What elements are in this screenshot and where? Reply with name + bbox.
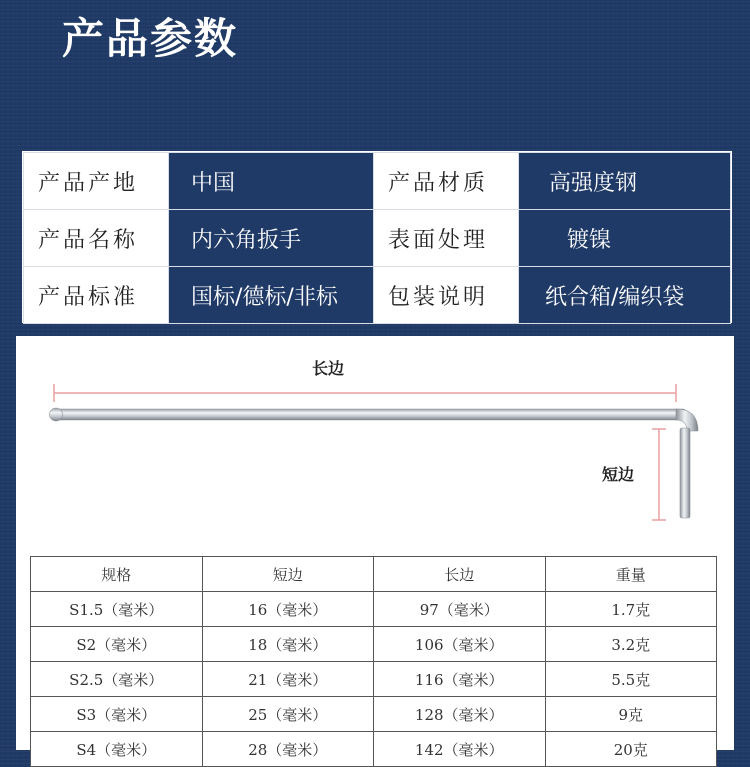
param-value: 内六角扳手	[169, 210, 374, 267]
params-row	[24, 210, 731, 267]
column-header: 长边	[374, 557, 546, 592]
hex-key-long-arm	[56, 409, 686, 420]
params-row	[24, 153, 731, 210]
table-cell: 28（毫米）	[202, 732, 374, 767]
table-cell: 3.2克	[545, 627, 717, 662]
param-value: 镀镍	[519, 210, 731, 267]
param-key: 表面处理	[374, 210, 519, 267]
table-cell: 128（毫米）	[374, 697, 546, 732]
hex-key-diagram	[16, 336, 734, 536]
table-cell: 142（毫米）	[374, 732, 546, 767]
table-cell: 9克	[545, 697, 717, 732]
table-cell: 106（毫米）	[374, 627, 546, 662]
table-cell: S2.5（毫米）	[31, 662, 203, 697]
table-cell: 25（毫米）	[202, 697, 374, 732]
table-row	[31, 627, 717, 662]
table-cell: S1.5（毫米）	[31, 592, 203, 627]
param-key: 产品材质	[374, 153, 519, 210]
table-cell: S2（毫米）	[31, 627, 203, 662]
param-value: 国标/德标/非标	[169, 267, 374, 324]
table-cell: 21（毫米）	[202, 662, 374, 697]
param-value: 中国	[169, 153, 374, 210]
long-side-label: 长边	[312, 359, 345, 378]
table-row	[31, 697, 717, 732]
spec-header-row	[31, 557, 717, 592]
table-row	[31, 592, 717, 627]
column-header: 短边	[202, 557, 374, 592]
page-title: 产品参数	[62, 14, 239, 63]
table-row	[31, 662, 717, 697]
table-cell: 97（毫米）	[374, 592, 546, 627]
table-cell: 1.7克	[545, 592, 717, 627]
table-cell: 20克	[545, 732, 717, 767]
param-key: 产品名称	[24, 210, 169, 267]
table-cell: 16（毫米）	[202, 592, 374, 627]
table-row	[31, 732, 717, 767]
table-cell: 116（毫米）	[374, 662, 546, 697]
param-value: 纸合箱/编织袋	[519, 267, 731, 324]
param-key: 产品产地	[24, 153, 169, 210]
table-cell: S4（毫米）	[31, 732, 203, 767]
column-header: 规格	[31, 557, 203, 592]
hex-key-ball-end	[50, 408, 63, 421]
param-key: 包装说明	[374, 267, 519, 324]
table-cell: 18（毫米）	[202, 627, 374, 662]
column-header: 重量	[545, 557, 717, 592]
table-cell: S3（毫米）	[31, 697, 203, 732]
hex-key-short-arm	[680, 428, 690, 518]
spec-table	[30, 556, 717, 767]
product-params-table	[22, 151, 732, 323]
params-row	[24, 267, 731, 324]
table-cell: 5.5克	[545, 662, 717, 697]
short-side-label: 短边	[602, 465, 635, 484]
param-value: 高强度钢	[519, 153, 731, 210]
param-key: 产品标准	[24, 267, 169, 324]
